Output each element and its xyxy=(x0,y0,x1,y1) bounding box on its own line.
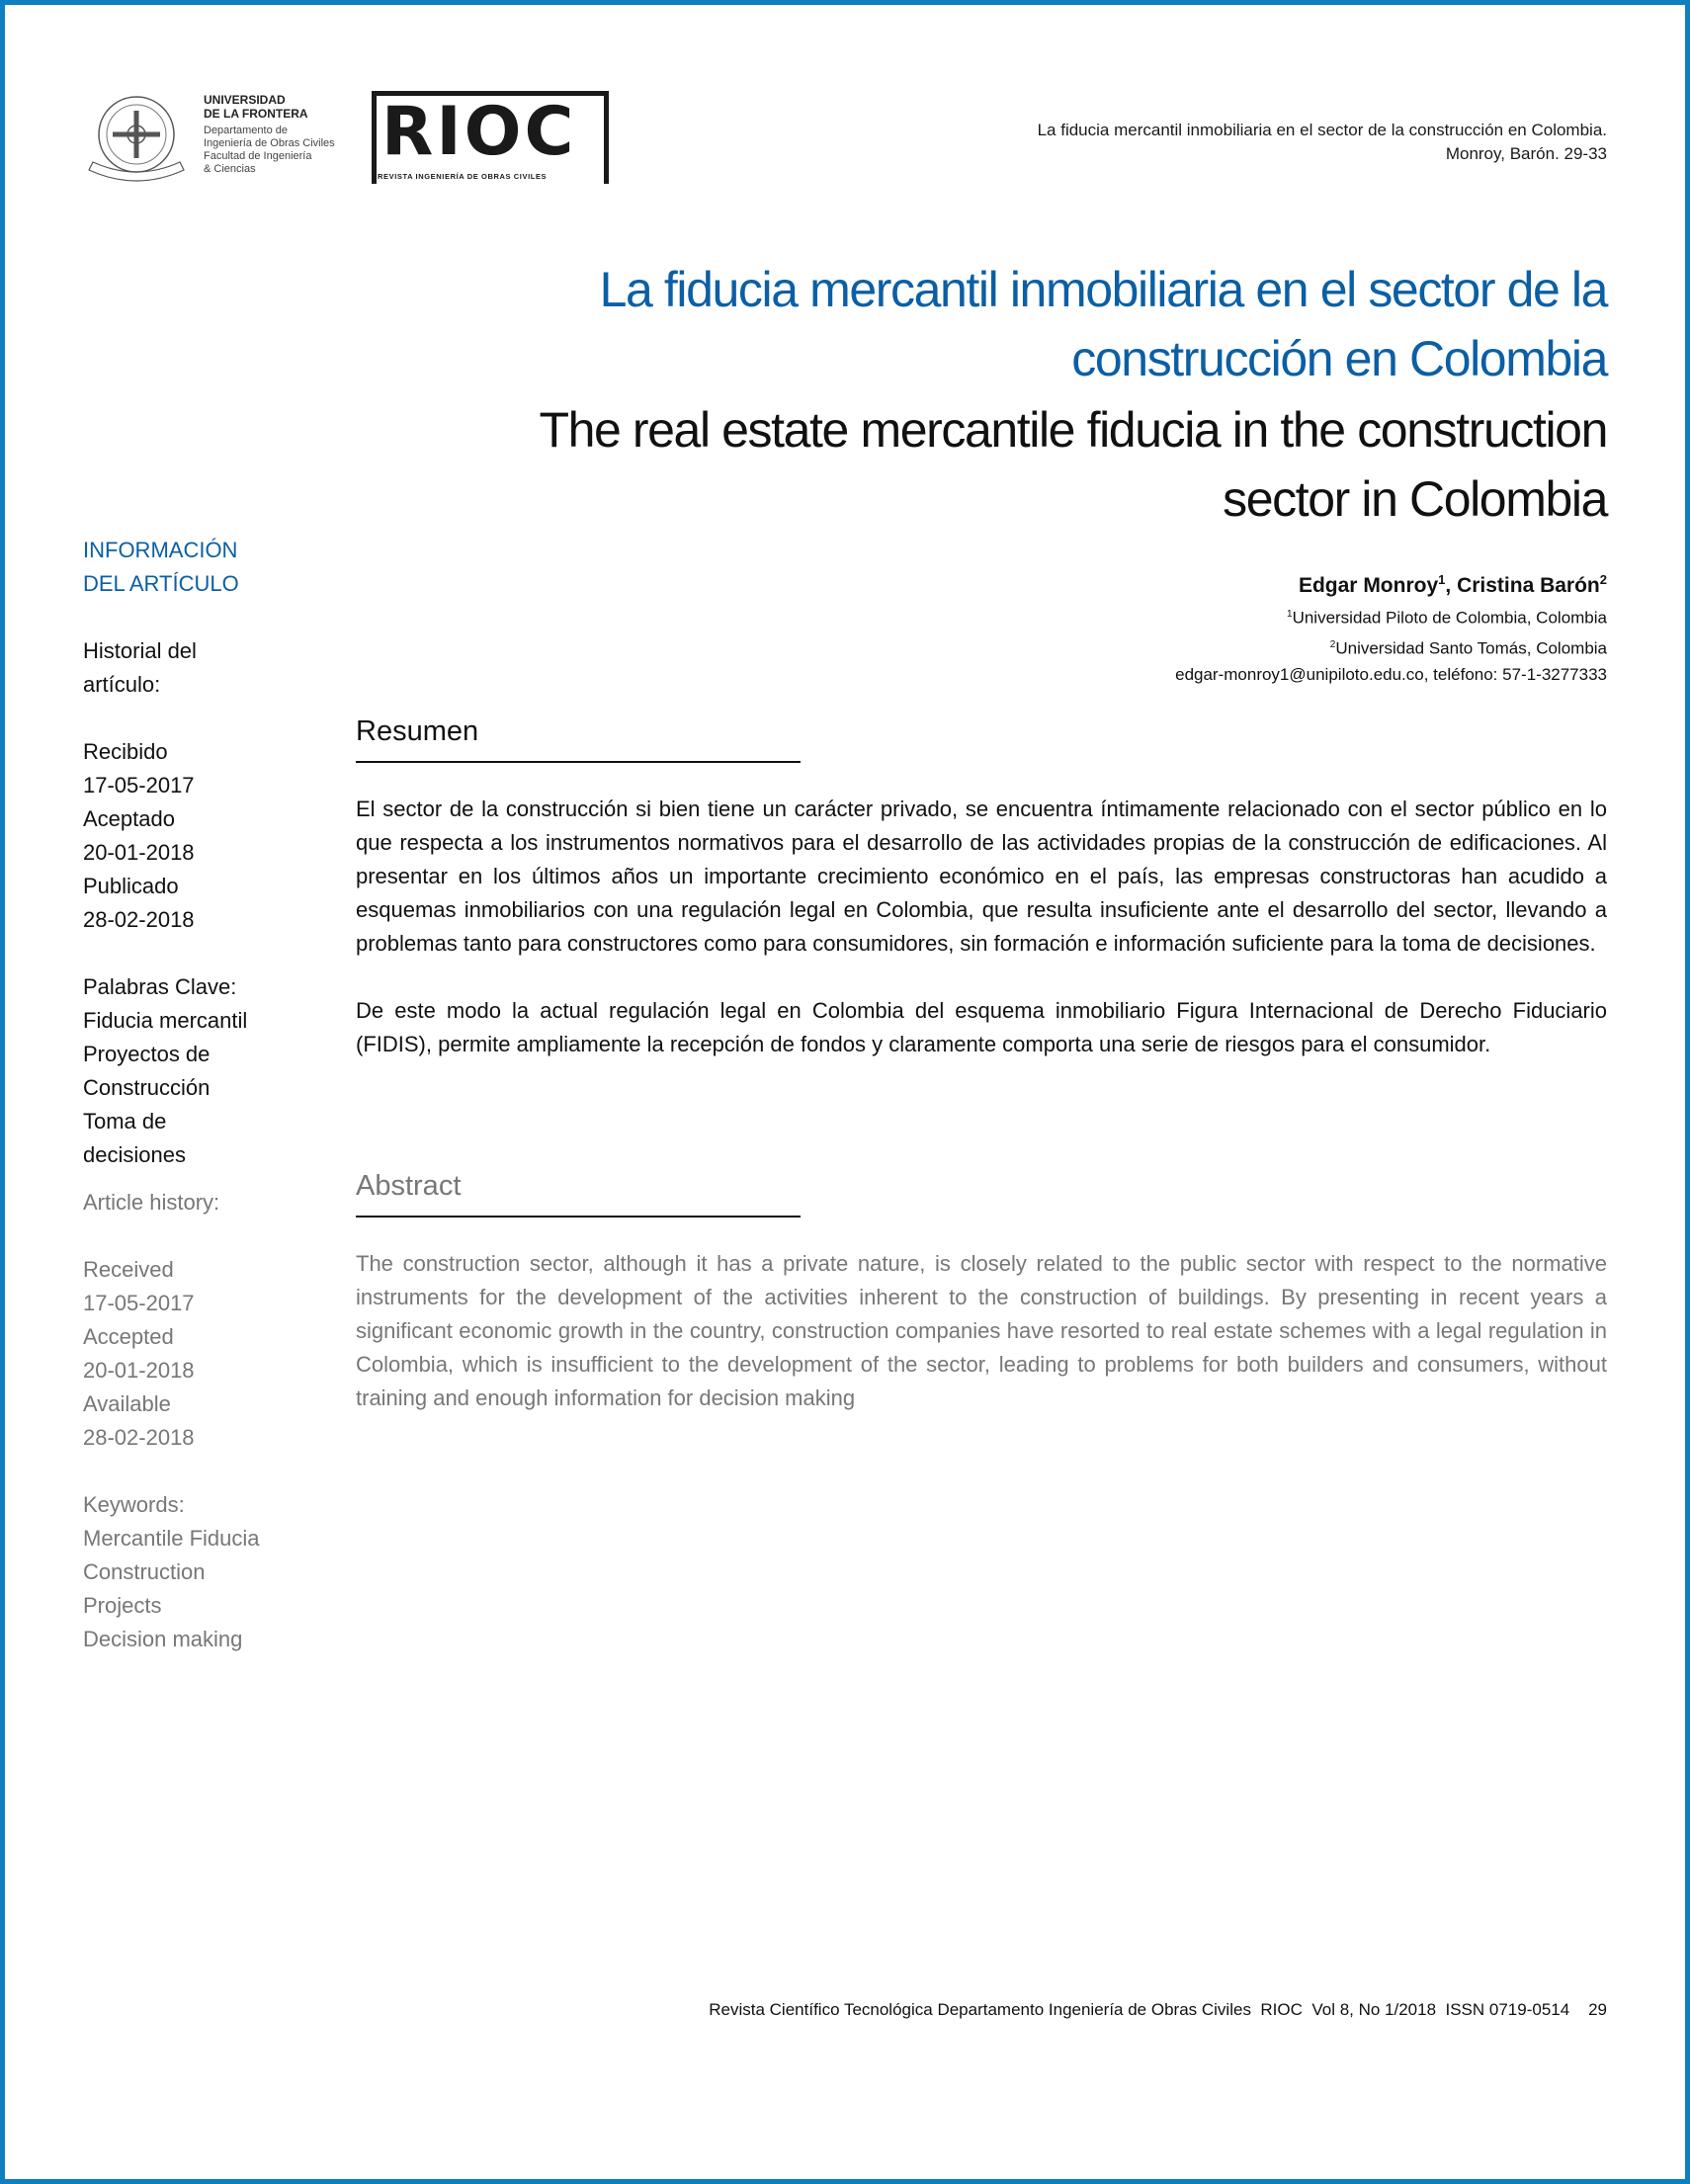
history-item-date: 28-02-2018 xyxy=(83,907,195,932)
article-info-sidebar xyxy=(83,534,320,1656)
title-english-line: The real estate mercantile fiducia in the construction xyxy=(539,402,1607,458)
affiliation xyxy=(1175,631,1607,662)
title-english-line: sector in Colombia xyxy=(1223,471,1607,527)
article-info-heading: DEL ARTÍCULO xyxy=(83,571,239,596)
contact-info[interactable]: edgar-monroy1@unipiloto.edu.co, teléfono: 57-1-3277333 xyxy=(1175,665,1607,685)
department-line: Facultad de Ingeniería xyxy=(204,150,312,162)
title-spanish-line: construcción en Colombia xyxy=(1071,331,1607,386)
affiliation xyxy=(1175,601,1607,631)
affiliation-marker: 1 xyxy=(1287,609,1293,620)
affiliation-marker: 2 xyxy=(1329,638,1336,650)
resumen-paragraph: De este modo la actual regulación legal en Colombia del esquema inmobiliario Figura Internacional de Derecho Fiduciario (FIDIS), permite ampliamente la recepción de fondos y claramente comporta una serie de riesgos para el consumidor. xyxy=(356,998,1607,1056)
running-head-title: La fiducia mercantil inmobiliaria en el sector de la construcción en Colombia. xyxy=(1037,121,1607,139)
author-names xyxy=(1175,565,1607,601)
history-item-label: Recibido xyxy=(83,739,168,764)
history-item-label: Publicado xyxy=(83,874,179,898)
affiliation-text: Universidad Piloto de Colombia, Colombia xyxy=(1292,608,1607,628)
history-item-label: Accepted xyxy=(83,1324,174,1349)
page-footer: Revista Científico Tecnológica Departamento Ingeniería de Obras Civiles RIOC Vol 8, No 1/2018 ISSN 0719-0514 29 xyxy=(709,2000,1607,2019)
keyword-es: Construcción xyxy=(83,1075,211,1100)
history-item-date: 17-05-2017 xyxy=(83,1291,195,1315)
history-item-date: 20-01-2018 xyxy=(83,1358,195,1383)
affiliation-text: Universidad Santo Tomás, Colombia xyxy=(1335,638,1607,658)
history-item-label: Aceptado xyxy=(83,806,175,831)
university-logo xyxy=(83,89,360,198)
keywords-label-es: Palabras Clave: xyxy=(83,974,237,999)
university-seal-icon xyxy=(83,93,190,192)
journal-logo xyxy=(372,91,619,186)
author-name: Cristina Barón xyxy=(1457,574,1600,597)
author-affiliation-marker: 2 xyxy=(1599,572,1607,587)
history-label-es: Historial del xyxy=(83,638,197,663)
journal-logo-word: RIOC xyxy=(381,93,577,171)
department-line: Departamento de xyxy=(204,125,288,136)
abstract-paragraph: The construction sector, although it has a private nature, is closely related to the public sector with respect to the normative instruments for the development of the activities inherent to the construction of buildings. By presenting in recent years a significant economic growth in the country, construction companies have resorted to real estate schemes with a legal regulation in Colombia, which is insufficient to the development of the sector, leading to problems for both builders and consumers, without training and enough information for decision making xyxy=(356,1251,1607,1410)
running-head xyxy=(1038,119,1607,166)
history-label-en: Article history: xyxy=(83,1190,220,1215)
university-name-line2: DE LA FRONTERA xyxy=(204,107,308,121)
keyword-es: decisiones xyxy=(83,1142,186,1167)
abstract-section xyxy=(356,1168,1607,1415)
keywords-label-en: Keywords: xyxy=(83,1492,185,1517)
running-head-authors-pages: Monroy, Barón. 29-33 xyxy=(1445,144,1607,163)
journal-logo-frame-left xyxy=(372,168,377,184)
journal-logo-subtitle: REVISTA INGENIERÍA DE OBRAS CIVILES xyxy=(378,172,548,181)
author-block xyxy=(1175,565,1607,688)
department-line: & Ciencias xyxy=(204,163,256,175)
keyword-en: Mercantile Fiducia xyxy=(83,1526,260,1551)
title-english xyxy=(421,395,1607,534)
author-affiliation-marker: 1 xyxy=(1438,572,1446,587)
history-item-date: 20-01-2018 xyxy=(83,840,195,865)
title-spanish-line: La fiducia mercantil inmobiliaria en el sector de la xyxy=(599,262,1607,317)
abstract-heading: Abstract xyxy=(356,1168,801,1218)
keyword-es: Toma de xyxy=(83,1109,167,1134)
author-name: Edgar Monroy xyxy=(1298,574,1439,597)
keyword-es: Fiducia mercantil xyxy=(83,1008,248,1033)
resumen-paragraph: El sector de la construcción si bien tiene un carácter privado, se encuentra íntimamente relacionado con el sector público en lo que respecta a los instrumentos normativos para el desarrollo de las actividades propias de la construcción de edificaciones. Al presentar en los últimos años un importante crecimiento económico en el país, las empresas constructoras han acudido a esquemas inmobiliarios con una regulación legal en Colombia, que resulta insuficiente ante el desarrollo del sector, llevando a problemas tanto para constructores como para consumidores, sin formación e información suficiente para la toma de decisiones. xyxy=(356,797,1607,956)
article-info-heading: INFORMACIÓN xyxy=(83,538,238,562)
keyword-en: Projects xyxy=(83,1593,162,1618)
resumen-section xyxy=(356,714,1607,1061)
author-separator: , xyxy=(1445,574,1458,597)
keyword-es: Proyectos de xyxy=(83,1042,211,1066)
title-spanish xyxy=(421,255,1607,393)
history-item-date: 28-02-2018 xyxy=(83,1425,195,1450)
department-line: Ingeniería de Obras Civiles xyxy=(204,137,335,149)
keyword-en: Construction xyxy=(83,1559,206,1584)
keyword-en: Decision making xyxy=(83,1627,243,1651)
history-item-date: 17-05-2017 xyxy=(83,773,195,798)
history-item-label: Received xyxy=(83,1257,174,1282)
history-item-label: Available xyxy=(83,1391,171,1416)
university-name-line1: UNIVERSIDAD xyxy=(204,93,286,107)
resumen-heading: Resumen xyxy=(356,714,801,763)
history-label-es: artículo: xyxy=(83,672,161,697)
